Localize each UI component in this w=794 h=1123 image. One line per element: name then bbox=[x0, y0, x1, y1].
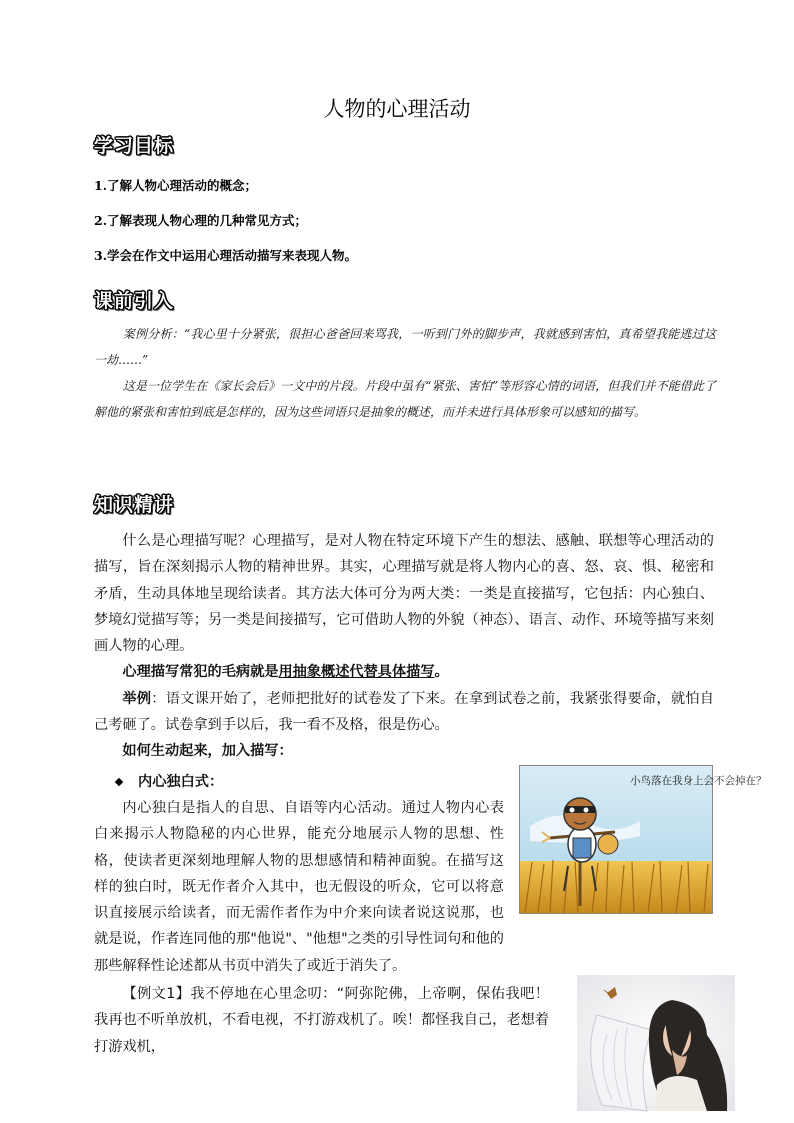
bullet-label: 内心独白式： bbox=[138, 773, 224, 790]
example-label: 举例 bbox=[122, 690, 152, 707]
case-quote: 案例分析：“我心里十分紧张，很担心爸爸回来骂我，一听到门外的脚步声，我就感到害怕，真希望我能逃过这一劫……” bbox=[94, 327, 716, 367]
angel-girl-image bbox=[577, 975, 735, 1111]
section-heading-goals: 学习目标 bbox=[94, 135, 175, 157]
goal-item-2: 2.了解表现人物心理的几种常见方式； bbox=[94, 213, 308, 228]
section-heading-knowledge: 知识精讲 bbox=[94, 494, 175, 516]
cartoon-caption: 小鸟落在我身上会不会掉在？ bbox=[630, 775, 767, 787]
bullet-diamond-icon bbox=[115, 777, 123, 785]
mistake-prefix: 心理描写常犯的毛病就是 bbox=[122, 664, 279, 681]
section-heading-intro: 课前引入 bbox=[94, 290, 175, 312]
case-analysis bbox=[94, 321, 716, 425]
angel-illustration bbox=[577, 975, 735, 1111]
scarecrow-cartoon-image bbox=[519, 765, 767, 914]
mistake-suffix: 。 bbox=[434, 664, 449, 681]
common-mistake-paragraph bbox=[94, 659, 714, 685]
page-title: 人物的心理活动 bbox=[323, 97, 471, 121]
example-text: ：语文课开始了，老师把批好的试卷发了下来。在拿到试卷之前，我紧张得要命，就怕自己考砸了。试卷拿到手以后，我一看不及格，很是伤心。 bbox=[94, 690, 714, 734]
monologue-paragraph: 内心独白是指人的自思、自语等内心活动。通过人物内心表白来揭示人物隐秘的内心世界，能充分地展示人物的思想、性格，使读者更深刻地理解人物的思想感情和精神面貌。在描写这样的独白时，既无作者介入其中，也无假设的听众，它可以将意识直接展示给读者，而无需作者作为中介来向读者说这说那，也就是说，作者连同他的那"他说"、"他想"之类的引导性词句和他的那些解释性论述都从书页中消失了或近于消失了。 bbox=[94, 799, 504, 974]
mistake-underlined: 用抽象概述代替具体描写 bbox=[278, 664, 435, 681]
case-commentary: 这是一位学生在《家长会后》一文中的片段。片段中虽有“紧张、害怕”等形容心情的词语，但我们并不能借此了解他的紧张和害怕到底是怎样的，因为这些词语只是抽象的概述，而并未进行具体形象可以感知的描写。 bbox=[94, 379, 716, 419]
sample-label: 【例文1】 bbox=[122, 986, 191, 1003]
example-paragraph bbox=[94, 686, 714, 739]
goal-item-1: 1.了解人物心理活动的概念； bbox=[94, 178, 258, 193]
goal-item-3: 3.学会在作文中运用心理活动描写来表现人物。 bbox=[94, 248, 358, 263]
how-to-paragraph: 如何生动起来，加入描写： bbox=[122, 743, 293, 760]
bullet-item bbox=[94, 765, 506, 795]
sample-essay-paragraph bbox=[94, 979, 549, 1060]
cartoon-illustration bbox=[520, 766, 767, 913]
definition-paragraph: 什么是心理描写呢？心理描写，是对人物在特定环境下产生的想法、感触、联想等心理活动的描写，旨在深刻揭示人物的精神世界。其实，心理描写就是将人物内心的喜、怒、哀、惧、秘密和矛盾，生动具体地呈现给读者。其方法大体可分为两大类：一类是直接描写，它包括：内心独白、梦境幻觉描写等；另一类是间接描写，它可借助人物的外貌（神态）、语言、动作、环境等描写来刻画人物的心理。 bbox=[94, 533, 714, 655]
sample-text: 我不停地在心里念叨：“阿弥陀佛，上帝啊，保佑我吧！我再也不听单放机，不看电视，不打游戏机了。唉！都怪我自己，老想着打游戏机， bbox=[94, 986, 549, 1055]
